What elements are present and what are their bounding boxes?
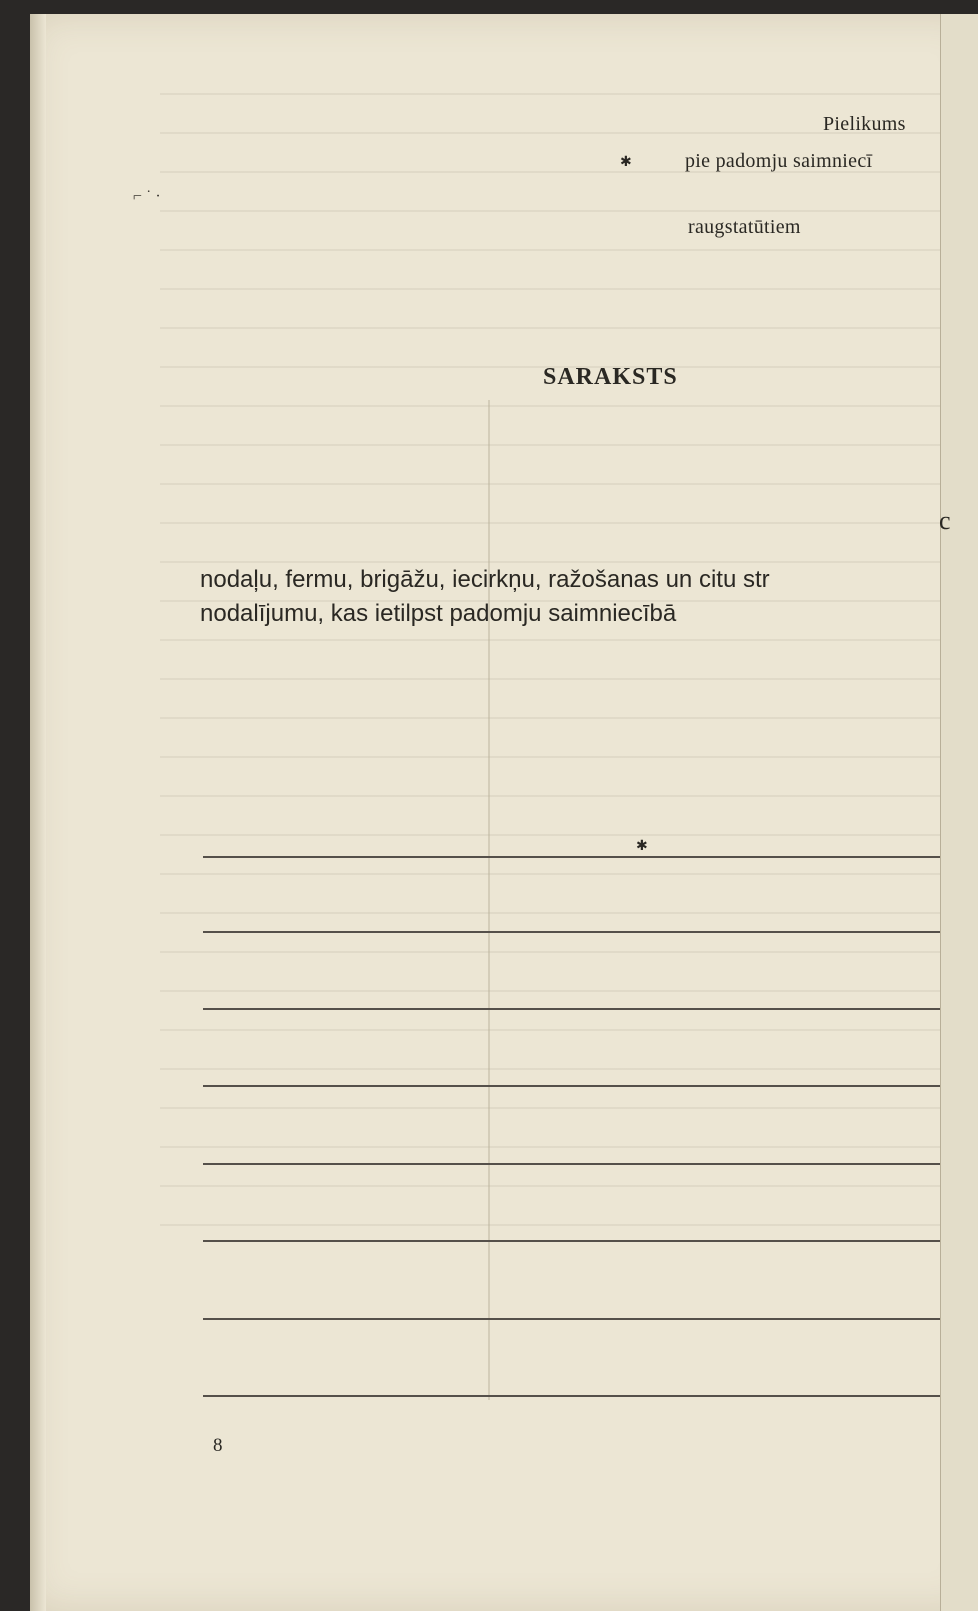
blank-entry-line xyxy=(203,931,940,933)
blank-entry-line xyxy=(203,1085,940,1087)
bleed-through-text xyxy=(160,90,940,1250)
ink-smudge: ⌐ ˙ · xyxy=(133,188,161,205)
blank-entry-line xyxy=(203,1318,940,1320)
document-title: SARAKSTS xyxy=(543,364,678,390)
appendix-reference: pie padomju saimniecī xyxy=(685,150,873,172)
appendix-label: Pielikums xyxy=(823,113,906,135)
ink-mark: ✱ xyxy=(620,155,632,170)
blank-entry-line xyxy=(203,1395,940,1397)
bleed-through-column xyxy=(488,400,490,1400)
appendix-statute: raugstatūtiem xyxy=(688,216,801,238)
blank-entry-line xyxy=(203,856,940,858)
adjacent-page-fragment: c xyxy=(939,506,951,535)
list-description-line-1: nodaļu, fermu, brigāžu, iecirkņu, ražošanas un citu str xyxy=(200,566,770,593)
adjacent-page-strip xyxy=(940,14,978,1611)
page-number: 8 xyxy=(213,1435,223,1456)
ink-mark: ✱ xyxy=(636,839,648,854)
blank-entry-line xyxy=(203,1008,940,1010)
blank-entry-line xyxy=(203,1163,940,1165)
blank-entry-line xyxy=(203,1240,940,1242)
list-description-line-2: nodalījumu, kas ietilpst padomju saimniecībā xyxy=(200,600,677,627)
